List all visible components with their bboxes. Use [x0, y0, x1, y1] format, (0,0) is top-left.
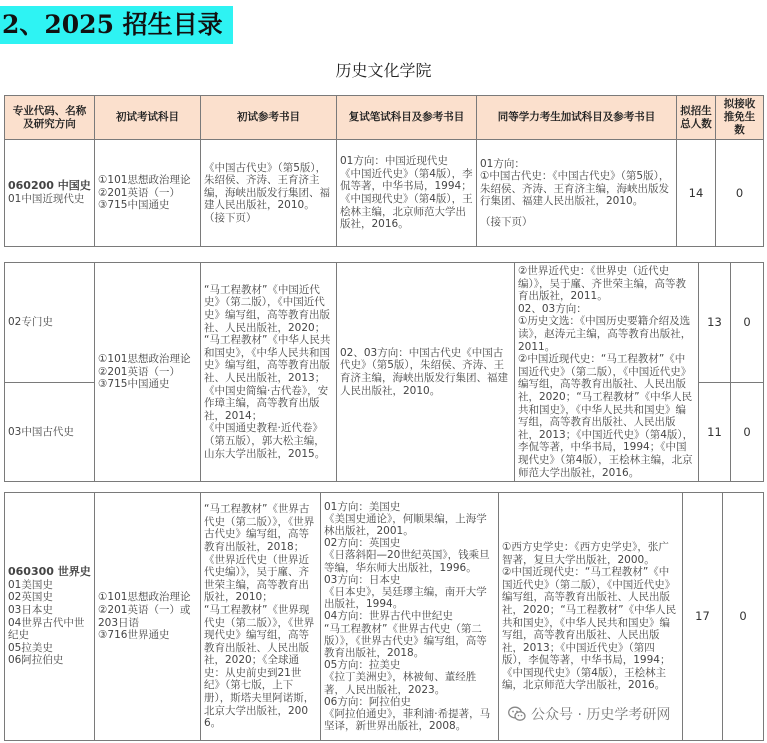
ref-book-text: 《中国古代史》（第5版），朱绍侯、齐涛、王育济主编，海峡出版发行集团、福建人民出版社，2010。 [204, 161, 330, 212]
continued-note: （接下页） [204, 211, 257, 224]
header-ref-books: 初试参考书目 [201, 96, 337, 140]
exempt-cell: 0 [716, 140, 764, 247]
exam-subject: ③715中国通史 [98, 199, 170, 212]
equiv-line: ①历史文选：《中国历史要籍介绍及选读》，赵涛元主编，高等教育出版社，2011。 [518, 315, 692, 353]
retest-cell [337, 140, 477, 247]
retest-line: 《日本史》，吴廷璆主编，南开大学出版社，1994。 [324, 585, 487, 611]
ref-books-cell [201, 140, 337, 247]
retest-line: “马工程教材”《世界古代史（第二版）》，《世界古代史》编写组，高等教育出版社，2018。 [324, 622, 487, 659]
header-exempt: 拟接收推免生数 [716, 96, 764, 140]
retest-line: 01方向：中国近现代史 [340, 155, 448, 168]
direction: 05拉美史 [8, 641, 53, 654]
header-retest: 复试笔试科目及参考书目 [337, 96, 477, 140]
equivalent-cell [477, 140, 677, 247]
direction: 02英国史 [8, 591, 53, 604]
equiv-line: 02、03方向： [518, 302, 587, 315]
college-title: 历史文化学院 [335, 61, 432, 80]
exam-subject: ①101思想政治理论 [98, 174, 191, 187]
wechat-icon [508, 706, 526, 722]
header-major: 专业代码、名称及研究方向 [5, 96, 95, 140]
retest-line: 04方向：世界古代中世纪史 [324, 610, 453, 623]
retest-line: 02方向：英国史 [324, 537, 401, 550]
total-cell: 17 [683, 493, 723, 741]
exam-subject: ①101思想政治理论 [98, 591, 191, 604]
major-code: 060300 世界史 [8, 565, 91, 579]
ref-book-text: 《中国史简编·古代卷》，安作璋主编，高等教育出版社，2014； [204, 384, 329, 422]
retest-line: 《中国现代史》（第4版），王桧林主编，北京师范大学出版社，2016。 [340, 193, 473, 231]
equiv-line: ①中国古代史：《中国古代史》（第5版），朱绍侯、齐涛、王育济主编，海峡出版发行集团、福建人民出版社，2010。 [480, 170, 670, 208]
equiv-line: ②中国近现代史：“马工程教材”《中国近代史》（第二版），《中国近代史》编写组，高等教育出版社、人民出版社，2020；“马工程教材”《中华人民共和国史》，《中华人民共和国史》编写组，高等教育出版社、人民出版社，2013；《中国近代史》（第4版），李侃等著，中华书局，1994；《中国现代史》（第4版），王桧林主编，北京师范大学出版社，2016。 [518, 353, 694, 479]
ref-book-text: “马工程教材”《世界现代史（第二版）》，《世界现代史》编写组，高等教育出版社、人民出版社，2020；《全球通史：从史前史到21世纪》（第七版，上下册），斯塔夫里阿诺斯，北京大学出版社，2006。 [204, 603, 315, 730]
major-cell [5, 493, 95, 741]
direction-cell: 03中国古代史 [5, 382, 95, 481]
equiv-line: ②中国近现代史：“马工程教材”《中国近代史》（第二版），《中国近代史》编写组，高等教育出版社、人民出版社，2020；“马工程教材”《中华人民共和国史》，《中华人民共和国史》编写组，高等教育出版社、人民出版社，2013；《中国近代史》（第四版），李侃等著，中华书局，1994；《中国现代史》（第4版），王桧林主编，北京师范大学出版社，2016。 [502, 566, 677, 692]
continued-note: （接下页） [480, 215, 533, 228]
header-exam-subjects: 初试考试科目 [95, 96, 201, 140]
ref-books-cell [201, 493, 321, 741]
retest-cell: 02、03方向：中国古代史《中国古代史》（第5版），朱绍侯、齐涛、王育济主编，海峡出版发行集团、福建人民出版社，2010。 [337, 263, 515, 482]
exempt-cell: 0 [723, 493, 764, 741]
ref-book-text: “马工程教材”《中国近代史》（第二版），《中国近代史》编写组，高等教育出版社、人民出版社，2020； [204, 283, 330, 334]
exam-subjects-cell [95, 140, 201, 247]
total-cell: 14 [677, 140, 716, 247]
exempt-cell: 0 [731, 382, 764, 481]
watermark [508, 704, 670, 724]
exempt-cell: 0 [731, 263, 764, 383]
catalog-table-1 [4, 95, 764, 247]
watermark-text: 公众号 · 历史学考研网 [531, 707, 671, 723]
retest-line: 《美国史通论》，何顺果编，上海学林出版社，2001。 [324, 512, 487, 537]
equivalent-cell [515, 263, 699, 482]
retest-line: 01方向：美国史 [324, 500, 401, 513]
direction: 01中国近现代史 [8, 193, 85, 205]
major-cell [5, 140, 95, 247]
exam-subject: ③715中国通史 [98, 378, 170, 391]
retest-line: 《阿拉伯通史》，菲利浦·希提著，马坚译，新世界出版社，2008。 [324, 708, 491, 733]
exam-subject: ③716世界通史 [98, 629, 170, 642]
direction-cell: 02专门史 [5, 263, 95, 383]
equiv-line: ②世界近代史：《世界史（近代史编）》，吴于廑、齐世荣主编，高等教育出版社，2011。 [518, 265, 686, 303]
retest-line: 《中国近代史》（第4版），李侃等著，中华书局，1994； [340, 167, 473, 193]
direction: 03日本史 [8, 603, 53, 616]
retest-line: 03方向：日本史 [324, 573, 401, 586]
ref-book-text: “马工程教材”《世界古代史（第二版）》，《世界古代史》编写组，高等教育出版社，2018；《世界近代史（世界近代史编）》，吴于廑、齐世荣主编，高等教育出版社，2010； [204, 503, 315, 604]
exam-subject: ②201英语（一）或203日语 [98, 603, 191, 629]
total-cell: 13 [699, 263, 731, 383]
exam-subject: ②201英语（一） [98, 186, 180, 199]
table-row [5, 140, 764, 247]
retest-line: 《拉丁美洲史》，林被甸、董经胜著，人民出版社，2023。 [324, 671, 477, 696]
retest-line: 05方向：拉美史 [324, 659, 401, 672]
retest-line: 06方向：阿拉伯史 [324, 695, 411, 708]
total-cell: 11 [699, 382, 731, 481]
equiv-line: 01方向： [480, 157, 525, 170]
major-code: 060200 中国史 [8, 179, 91, 193]
ref-book-text: 《中国通史教程·近代卷》（第五版），郭大松主编，山东大学出版社，2015。 [204, 422, 326, 460]
ref-books-cell [201, 263, 337, 482]
ref-book-text: “马工程教材”《中华人民共和国史》，《中华人民共和国史》编写组，高等教育出版社、人民出版社，2013； [204, 334, 331, 385]
header-total: 拟招生总人数 [677, 96, 716, 140]
direction: 04世界古代中世纪史 [8, 616, 85, 642]
exam-subject: ①101思想政治理论 [98, 353, 191, 366]
section-heading: 2、2025 招生目录 [0, 6, 233, 44]
header-equivalent: 同等学力考生加试科目及参考书目 [477, 96, 677, 140]
equiv-line: ①西方史学史：《西方史学史》，张广智著，复旦大学出版社，2000。 [502, 540, 669, 566]
exam-subjects-cell [95, 493, 201, 741]
exam-subjects-cell [95, 263, 201, 482]
table-row [5, 263, 764, 383]
exam-subject: ②201英语（一） [98, 365, 180, 378]
direction: 06阿拉伯史 [8, 654, 64, 667]
retest-line: 《日落斜阳—20世纪英国》，钱乘旦等编，华东师大出版社，1996。 [324, 549, 490, 574]
catalog-table-2 [4, 262, 764, 482]
retest-cell [321, 493, 499, 741]
direction: 01美国史 [8, 578, 53, 591]
